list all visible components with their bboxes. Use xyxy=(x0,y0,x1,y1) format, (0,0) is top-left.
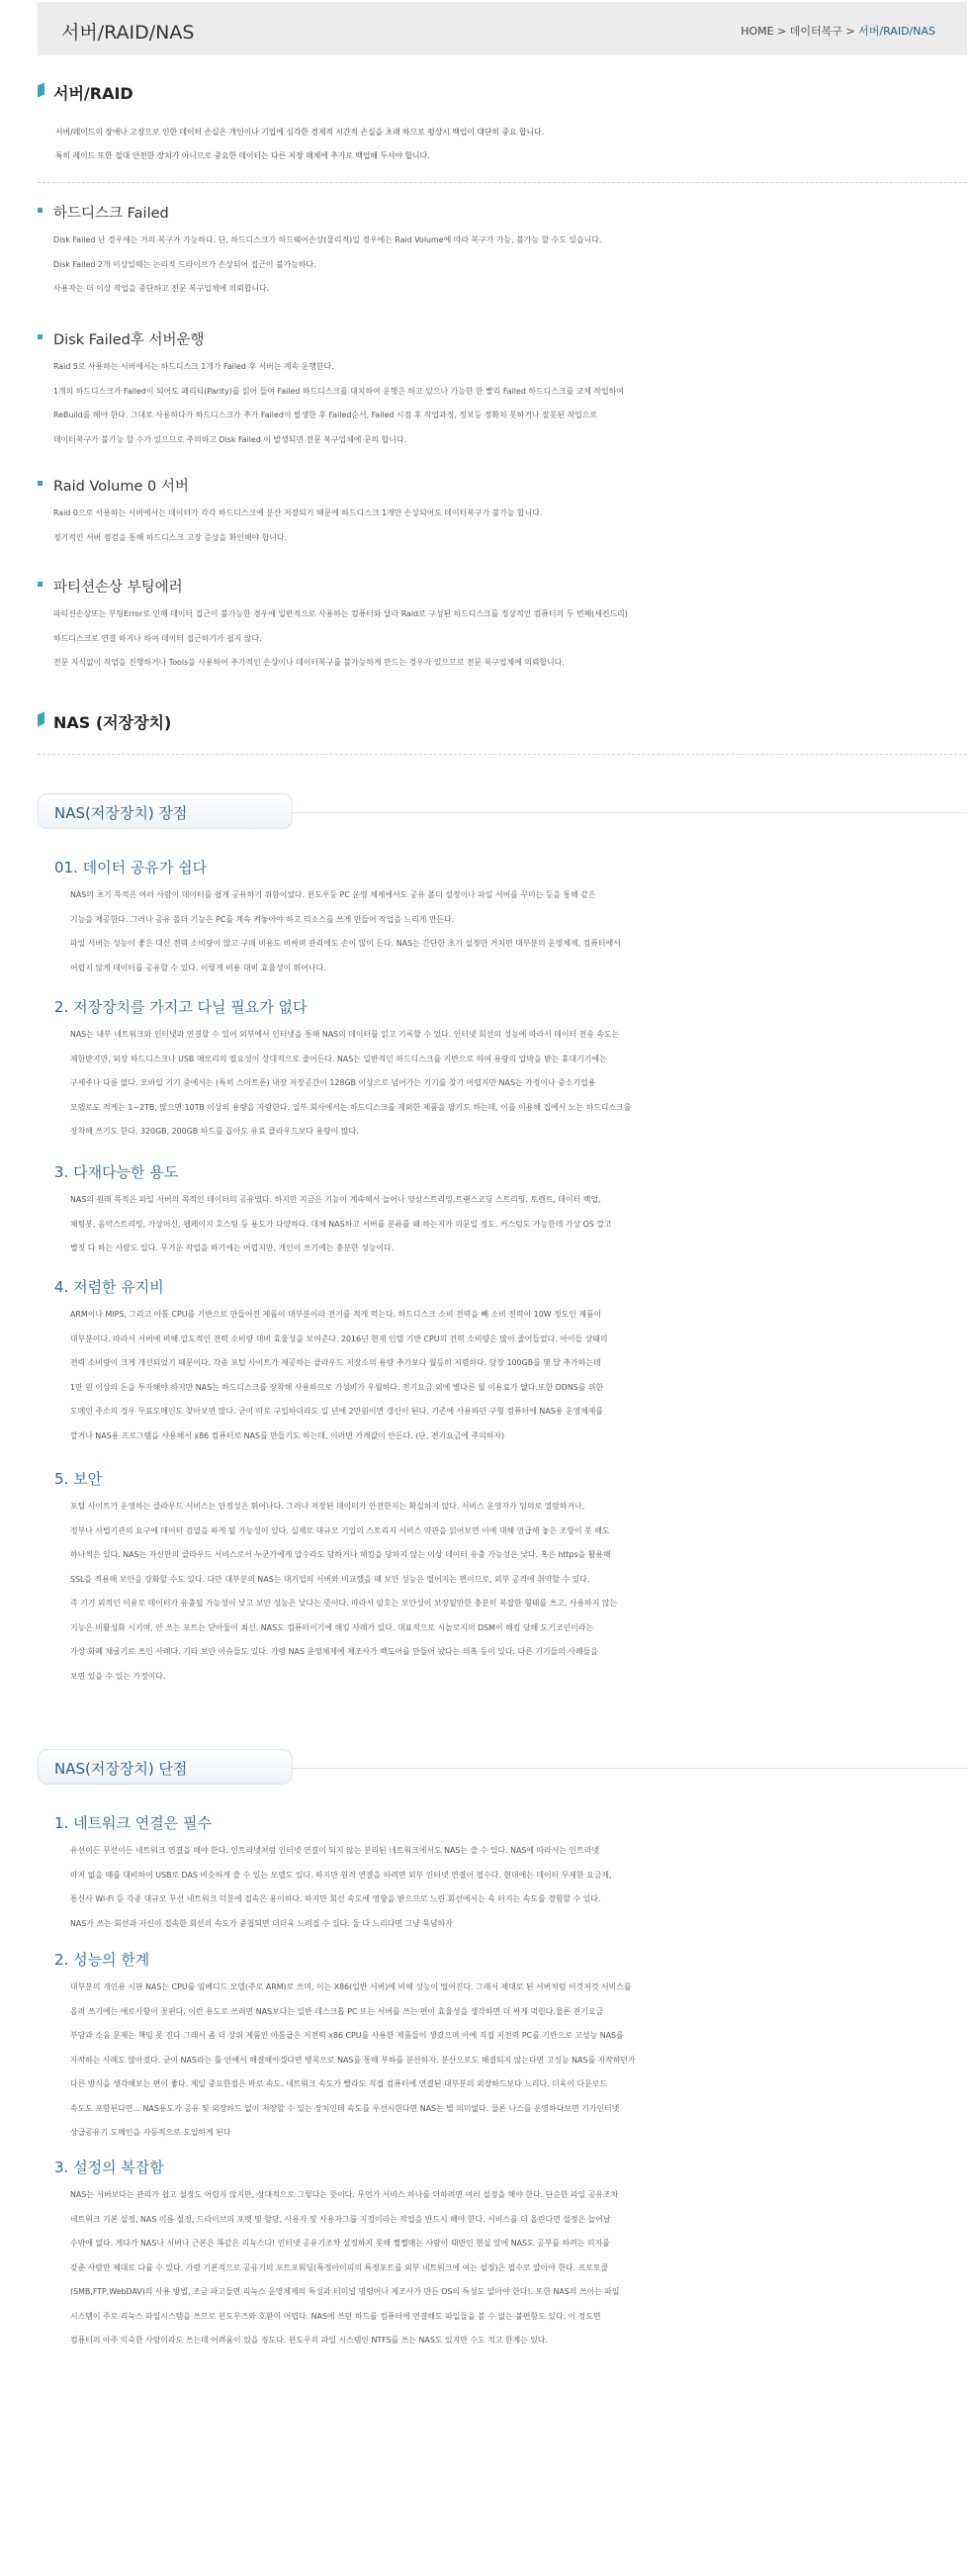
nas-con-line: 컴퓨터의 아주 익숙한 사람이라도 쓰는데 어려움이 있을 정도다. 윈도우의 파일 시스템인 NTFS를 쓰는 NAS도 있지만 수도 적고 한계는 있다. xyxy=(70,2336,548,2345)
raid-section-title xyxy=(38,81,967,104)
divider xyxy=(38,182,967,183)
raid-item-line: 파티션손상또는 부팅Error로 인해 데이터 접근이 불가능한 경우에 일반적으로 사용하는 컴퓨터와 달라 Raid로 구성된 하드디스크를 정상적인 컴퓨터의 두 번째(세컨드리) xyxy=(53,609,628,618)
bullet-icon xyxy=(38,208,43,213)
nas-con-line: 자작하는 사례도 많아졌다. 굳이 NAS라는 틀 안에서 해결해야겠다면 병목으로 NAS를 통해 부하를 분산하자. 분산으로도 해결되지 않는다면 고성능 NAS를 자작하던가 xyxy=(70,2055,636,2065)
nas-con-item xyxy=(38,2157,967,2353)
nas-pro-line: 깔거나 NAS용 프로그램을 사용해서 x86 컴퓨터로 NAS를 만들기도 하는데, 이러면 가계값이 안든다. (단, 전기요금에 주의하자) xyxy=(70,1430,505,1440)
bullet-icon xyxy=(38,481,43,486)
nas-con-line: 갖춘 사람만 제대로 다룰 수 있다. 가령 기본적으로 공유기의 포트포워딩(특정아이피의 특정포트를 외부 네트워크에 여는 설정)은 필수로 알아야 한다. 프로토콜 xyxy=(70,2262,609,2272)
raid-intro xyxy=(38,121,967,168)
nas-section-title xyxy=(38,710,967,733)
nas-pro-title: 4. 저렴한 유지비 xyxy=(54,1278,164,1296)
nas-pro-line: NAS의 원래 목적은 파일 서버의 목적인 데이터의 공유였다. 하지만 지금은 기능이 계속해서 늘어나 영상스트리밍,트랜스코딩 스트리밍. 토렌트, 데이터 백업, xyxy=(70,1195,601,1204)
nas-cons-header xyxy=(38,1749,967,1789)
nas-con-line: (SMB,FTP,WebDAV)의 사용 방법, 조금 파고들면 리눅스 운영체제의 특성과 터미널 명령어나 제조사가 만든 OS의 특성도 알아야 한다!. 또한 NAS의 쓰이는 파일 xyxy=(70,2287,620,2296)
raid-item-line: 사용자는 더 이상 작업을 중단하고 전문 복구업체에 의뢰합니다. xyxy=(53,284,270,293)
nas-pro-line: 채팅봇, 음악스트리밍, 가상머신, 웹페이지 호스팅 등 용도가 다양하다. 대체 NAS하고 서버를 분류를 왜 하는지가 의문일 정도. 커스텀도 가능한데 가상 OS 깔고 xyxy=(70,1219,612,1229)
nas-con-line: 유선이든 무선이든 네트워크 연결을 해야 한다. 인트라넷처럼 인터넷 연결이 되지 않는 분리된 네트워크에서도 NAS는 쓸 수 있다. NAS에 따라서는 인트라넷 xyxy=(70,1846,600,1855)
nas-pro-line: 전력 소비량이 크게 개선되었기 때문이다. 각종 포털 사이트가 제공하는 클라우드 저장소의 용량 추가보다 월등히 저렴하다. 당장 100GB를 몇 달 추가하는데 xyxy=(70,1358,601,1367)
raid-item-line: 하드디스크로 연결 하거나 하여 데이터 접근하기가 쉽지 않다. xyxy=(53,633,262,643)
nas-pro-line: ARM이나 MIPS, 그리고 아톰 CPU를 기반으로 만들어진 제품이 대부분이라 전기를 적게 먹는다. 하드디스크 소비 전력을 빼 소비 전력이 10W 정도인 제품이 xyxy=(70,1310,602,1319)
nas-pro-line: 보면 있을 수 있는 가정이다. xyxy=(70,1671,166,1681)
nas-heading-block xyxy=(38,710,967,733)
section-marker-icon xyxy=(38,82,44,97)
bullet-icon xyxy=(38,582,43,587)
nas-pro-title: 01. 데이터 공유가 쉽다 xyxy=(54,859,208,876)
nas-title-text: NAS (저장장치) xyxy=(53,713,172,732)
nas-pro-line: 하나씩은 있다. NAS는 자신만의 클라우드 서비스로서 누군가에게 압수라도 당하거나 해킹을 당하지 않는 이상 데이터 유출 가능성은 낮다. 혹은 https을 활용해 xyxy=(70,1550,611,1559)
breadcrumb-home[interactable]: HOME xyxy=(741,25,774,38)
nas-pro-item xyxy=(38,1161,967,1261)
nas-con-line: 마저 없을 때를 대비하여 USB로 DAS 비슷하게 쓸 수 있는 모델도 있다. 하지만 원격 연결을 하려면 외부 인터넷 연결이 필수다. 현대에는 데이터 무제한 요금제, xyxy=(70,1870,612,1880)
breadcrumb xyxy=(741,23,935,39)
nas-con-line: 대부분의 개인용 시판 NAS는 CPU를 임베디드 모델(주로 ARM)로 쓰며, 이는 X86(일반 서버)에 비해 성능이 떨어진다. 그래서 제대로 된 서버처럼 이것저것 서비스를 xyxy=(70,1982,632,1991)
nas-con-line: 속도도 포함된다면... NAS용도가 공유 및 외장하드 없이 저장할 수 있는 장치인데 속도를 우선시한다면 NAS는 별 의미없다. 물론 나스를 운영하다보면 기가인터넷 xyxy=(70,2103,620,2113)
nas-pros-tab xyxy=(38,793,293,829)
raid-item-line: Disk Failed 난 경우에는 거의 복구가 가능하다. 단, 하드디스크가 하드웨어손상(물리적)일 경우에는 Raid Volume에 따라 복구가 가능, 불가능 할 수도 있습니다. xyxy=(53,235,602,244)
raid-item-disk-failed xyxy=(38,202,967,302)
nas-pro-line: 별짓 다 하는 사람도 있다. 무거운 작업을 하기에는 어렵지만, 개인이 쓰기에는 충분한 성능이다. xyxy=(70,1243,395,1252)
nas-pro-item xyxy=(38,1276,967,1448)
nas-con-title: 2. 성능의 한계 xyxy=(54,1951,150,1969)
divider xyxy=(38,754,967,755)
divider xyxy=(293,1768,967,1769)
nas-con-line: 부담과 소음 문제는 책임 못 진다 그래서 좀 더 상위 제품인 아톰급은 저전력 x86 CPU를 사용한 제품들이 생겼으며 아예 직접 저전력 PC를 기반으로 고성능 NAS를 xyxy=(70,2031,624,2040)
raid-item-line: Raid 0으로 사용하는 서버에서는 데이터가 각각 하드디스크에 분산 저장되기 때문에 하드디스크 1개만 손상되어도 데이터복구가 불가능 합니다. xyxy=(53,508,543,517)
breadcrumb-current[interactable]: 서버/RAID/NAS xyxy=(858,25,935,38)
nas-pro-title: 3. 다재다능한 용도 xyxy=(54,1163,179,1181)
raid-item-volume0 xyxy=(38,475,967,550)
nas-con-line: 다른 방식을 생각해보는 편이 좋다. 제일 중요한점은 바로 속도. 네트워크 속도가 빨라도 직접 컴퓨터에 연결된 대부분의 외장하드보다 느리다. 더욱이 다운로드 xyxy=(70,2079,608,2088)
nas-pro-line: 가상 화폐 채굴기로 쓰인 사례다. 기타 보안 이슈들도 있다. 가령 NAS 운영체제에 제조사가 백도어를 만들어 놨다는 의혹 등이 있다. 다른 기기들의 사례들을 xyxy=(70,1647,598,1656)
nas-pro-line: 1만 원 이상의 돈을 투자해야 하지만 NAS는 하드디스크를 장착해 사용하므로 가성비가 우월하다. 전기요금 외에 별다른 월 이용료가 없다.또한 DDNS를 위한 xyxy=(70,1382,604,1392)
raid-item-line: ReBuild를 해야 한다. 그대로 사용하다가 하드디스크가 추가 Failed이 발생한 후 Failed순서, Failed 시점 후 작업과정, 정보등 정확치 못하거나 잘못된 작업으로 xyxy=(53,411,598,419)
nas-pro-line: 기능을 제공한다. 그러나 공유 폴더 기능은 PC를 계속 켜놓아야 하고 리소스를 쓰게 만들어 작업을 느리게 만든다. xyxy=(70,914,455,924)
nas-con-line: 올려 쓰기에는 애로사항이 꽃핀다. 이런 용도로 쓰려면 NAS보다는 일반 데스크톱 PC 또는 서버를 쓰는 편이 효율성을 생각하면 더 싸게 먹힌다.물론 전기요금 xyxy=(70,2006,604,2016)
raid-item-partition xyxy=(38,576,967,676)
raid-item-line: Disk Failed 2개 이상일때는 논리적 드라이브가 손상되어 접근이 불가능하다. xyxy=(53,259,316,269)
nas-con-line: 시스템이 주로 리눅스 파일시스템을 쓰므로 윈도우즈와 호환이 어렵다. NAS에 쓰던 하드를 컴퓨터에 연결해도 파일들을 볼 수 없는 불편함도 있다. 이 정도면 xyxy=(70,2311,601,2321)
nas-pros-tab-label: NAS(저장장치) 장점 xyxy=(54,804,188,822)
intro-line: 서버/레이드의 장애나 고장으로 인한 데이터 손실은 개인이나 기업에 심각한 경제적 시간적 손실을 초래 하므로 평상시 백업이 대단히 중요 합니다. xyxy=(55,128,545,137)
page-title: 서버/RAID/NAS xyxy=(61,22,195,44)
nas-pro-line: 정부나 사법기관의 요구에 데이터 검열을 하게 될 가능성이 있다. 실제로 대규모 기업의 스토리지 서비스 약관을 읽어보면 이에 대해 언급해 놓은 조항이 못 해도 xyxy=(70,1525,610,1535)
nas-pro-item xyxy=(38,857,967,980)
raid-item-line: 1개의 하드디스크가 Failed이 되어도 패리티(Parity)를 읽어 들여 Failed 하드디스크를 대치하여 운행은 하고 있으나 가능한 한 빨리 Failed 하드디스크를 교체 작업하여 xyxy=(53,386,624,396)
raid-item-title: 하드디스크 Failed xyxy=(53,206,169,222)
raid-item-title: 파티션손상 부팅에러 xyxy=(53,580,183,596)
nas-con-line: NAS는 서버보다는 관리가 쉽고 설정도 어렵지 않지만, 상대적으로 그렇다는 뜻이다. 무언가 서비스 하나를 더하려면 여러 설정을 해야 한다. 단순한 파일 공유조차 xyxy=(70,2190,619,2199)
nas-con-item xyxy=(38,1812,967,1936)
nas-con-line: NAS가 쓰는 회선과 자신이 접속한 회선의 속도가 중첩되면 더더욱 느려질 수 있다. 둘 다 느리다면 그냥 묵념하자 xyxy=(70,1918,453,1928)
nas-pro-item xyxy=(38,1468,967,1689)
raid-item-line: 정기적인 서버 점검을 통해 하드디스크 고장 증상을 확인해야 합니다. xyxy=(53,532,288,542)
nas-pro-line: 포털 사이트가 운영하는 클라우드 서비스는 안정성은 뛰어나다. 그러나 저장된 데이터가 안전한지는 확실하지 않다. 서비스 운영자가 임의로 열람하거나, xyxy=(70,1502,585,1511)
nas-pro-line: NAS의 초기 목적은 여러 사람이 데이터를 쉽게 공유하기 위함이었다. 윈도우등 PC 운영 체제에서도 공유 폴더 설정이나 파일 서버를 꾸미는 등을 통해 같은 xyxy=(70,890,596,899)
raid-title-text: 서버/RAID xyxy=(53,84,133,103)
raid-heading-block xyxy=(38,81,967,104)
nas-cons-tab-label: NAS(저장장치) 단점 xyxy=(54,1760,188,1778)
nas-con-line: 수밖에 없다. 게다가 NAS나 서버나 근본은 똑같은 리눅스다! 인터넷 공유기조차 설정하지 못해 쩔쩔매는 사람이 태반인 현실 앞에 NAS도 공부를 하려는 의지를 xyxy=(70,2239,610,2248)
intro-line: 특히 레이드 또한 절대 안전한 장치가 아니므로 중요한 데이터는 다른 저장 매체에 추가로 백업해 두셔야 합니다. xyxy=(55,151,430,160)
nas-pro-line: 대부분이다. 따라서 서버에 비해 압도적인 전력 소비량 대비 효율성을 보여준다. 2016년 현재 인텔 기반 CPU의 전력 소비량은 많이 줄어들었다. 아이들 상태의 xyxy=(70,1334,608,1343)
nas-pros-header xyxy=(38,793,967,833)
breadcrumb-separator: > xyxy=(777,25,787,38)
nas-con-title: 1. 네트워크 연결은 필수 xyxy=(54,1814,213,1832)
nas-pro-line: NAS는 내부 네트워크와 인터넷과 연결할 수 있어 외부에서 인터넷을 통해 NAS의 데이터를 읽고 기록할 수 있다. 인터넷 회선의 성능에 따라서 데이터 전송 속도는 xyxy=(70,1030,620,1039)
nas-pro-line: SSL을 적용해 보안을 강화할 수도 있다. 다만 대부분의 NAS는 대기업의 서버와 비교했을 때 보안 성능은 떨어지는 편이므로, 외부 공격에 취약할 수 있다. xyxy=(70,1574,590,1584)
nas-pro-title: 5. 보안 xyxy=(54,1470,103,1488)
nas-pro-title: 2. 저장장치를 가지고 다닐 필요가 없다 xyxy=(54,998,308,1016)
bullet-icon xyxy=(38,334,43,339)
raid-item-line: 전문 지식없이 작업을 진행하거나 Tools을 사용하여 추가적인 손상이나 데이터복구를 불가능하게 만드는 경우가 있으므로 전문 복구업체에 의뢰합니다. xyxy=(53,658,565,667)
breadcrumb-data-recovery[interactable]: 데이터복구 xyxy=(789,25,842,38)
nas-pro-line: 어렵지 않게 데이터를 공유할 수 있다. 이렇게 비용 대비 효율성이 뛰어나다. xyxy=(70,963,326,972)
nas-pro-line: 제한받지만, 외장 하드디스크나 USB 메모리의 필요성이 상대적으로 줄어든다. NAS는 일반적인 하드디스크를 기반으로 하여 용량의 압박을 받는 휴대기기에는 xyxy=(70,1054,607,1063)
nas-cons-tab xyxy=(38,1749,293,1785)
raid-item-line: Raid 5로 사용하는 서버에서는 하드디스크 1개가 Failed 후 서버는 계속 운행한다. xyxy=(53,362,334,371)
nas-pro-line: 장착해 쓰기도 한다. 320GB, 200GB 하드를 꼽아도 유료 클라우드보다 용량이 많다. xyxy=(70,1127,359,1136)
nas-con-line: 통신사 Wi-Fi 등 각종 대규모 무선 네트워크 덕분에 접속은 용이하다. 하지만 회선 속도에 영향을 받으므로 느린 회선에서는 속 터지는 속도를 경험할 수 있다. xyxy=(70,1894,601,1903)
nas-pro-line: 파일 서버는 성능이 좋은 대신 전력 소비량이 많고 구매 비용도 비싸며 관리에도 손이 많이 든다. NAS는 간단한 초기 설정만 거치면 대부분의 운영체제, 컴퓨터에서 xyxy=(70,939,621,948)
divider xyxy=(293,812,967,813)
raid-item-title: Raid Volume 0 서버 xyxy=(53,479,189,495)
breadcrumb-separator: > xyxy=(845,25,855,38)
nas-pro-line: 구세주나 다름 없다. 모바일 기기 중에서는 (특히 스마트폰) 내장 저장공간이 128GB 이상으로 넘어가는 기기를 찾기 어렵지만 NAS는 가정이나 중소기업용 xyxy=(70,1078,596,1087)
page xyxy=(38,2,967,2345)
nas-pro-line: 모델로도 적게는 1~2TB, 많으면 10TB 이상의 용량을 자랑한다. 일부 회사에서는 하드디스크를 제외한 제품을 팔기도 하는데, 이를 이용해 집에서 노는 하드디스크를 xyxy=(70,1102,632,1112)
nas-pro-line: 즉 기기 외적인 이유로 데이터가 유출될 가능성이 낮고 보안 성능은 낮다는 뜻이다. 따라서 암호는 보안성이 보장될만한 충분히 복잡한 형태를 쓰고, 사용하지 않는 xyxy=(70,1599,618,1608)
nas-con-line: 상급공유기 도메인을 자동적으로 도입하게 된다 xyxy=(70,2128,231,2137)
nas-pro-line: 도메인 주소의 경우 무료도메인도 찾아보면 많다. 굳이 따로 구입하더라도 일 년에 2만원이면 갱신이 된다. 기존에 사용하던 구형 컴퓨터에 NAS용 운영체제를 xyxy=(70,1407,603,1416)
page-header xyxy=(38,2,967,55)
nas-pro-line: 기능은 비활성화 시키며, 안 쓰는 포트는 닫아둘이 최선. NAS도 컴퓨터이기에 해킹 사례가 있다. 대표적으로 시놀로지의 DSM이 해킹 당해 도기코인이라는 xyxy=(70,1622,593,1632)
raid-item-line: 데이터복구가 불가능 할 수가 있으므로 주의하고 Disk Failed 이 발생되면 전문 복구업체에 문의 합니다. xyxy=(53,434,406,444)
nas-pro-item xyxy=(38,996,967,1145)
raid-item-title: Disk Failed후 서버운행 xyxy=(53,332,205,348)
nas-con-item xyxy=(38,1949,967,2146)
nas-con-line: 네트워크 기본 설정, NAS 이름 설정, 드라이브의 포맷 및 할당, 사용자 및 사용자그룹 지정이라는 작업을 반드시 해야 한다. 서비스를 더 올린다면 설정은 늘어날 xyxy=(70,2214,611,2224)
section-marker-icon xyxy=(38,711,44,726)
raid-item-failed-operation xyxy=(38,328,967,452)
nas-con-title: 3. 설정의 복잡함 xyxy=(54,2159,164,2176)
